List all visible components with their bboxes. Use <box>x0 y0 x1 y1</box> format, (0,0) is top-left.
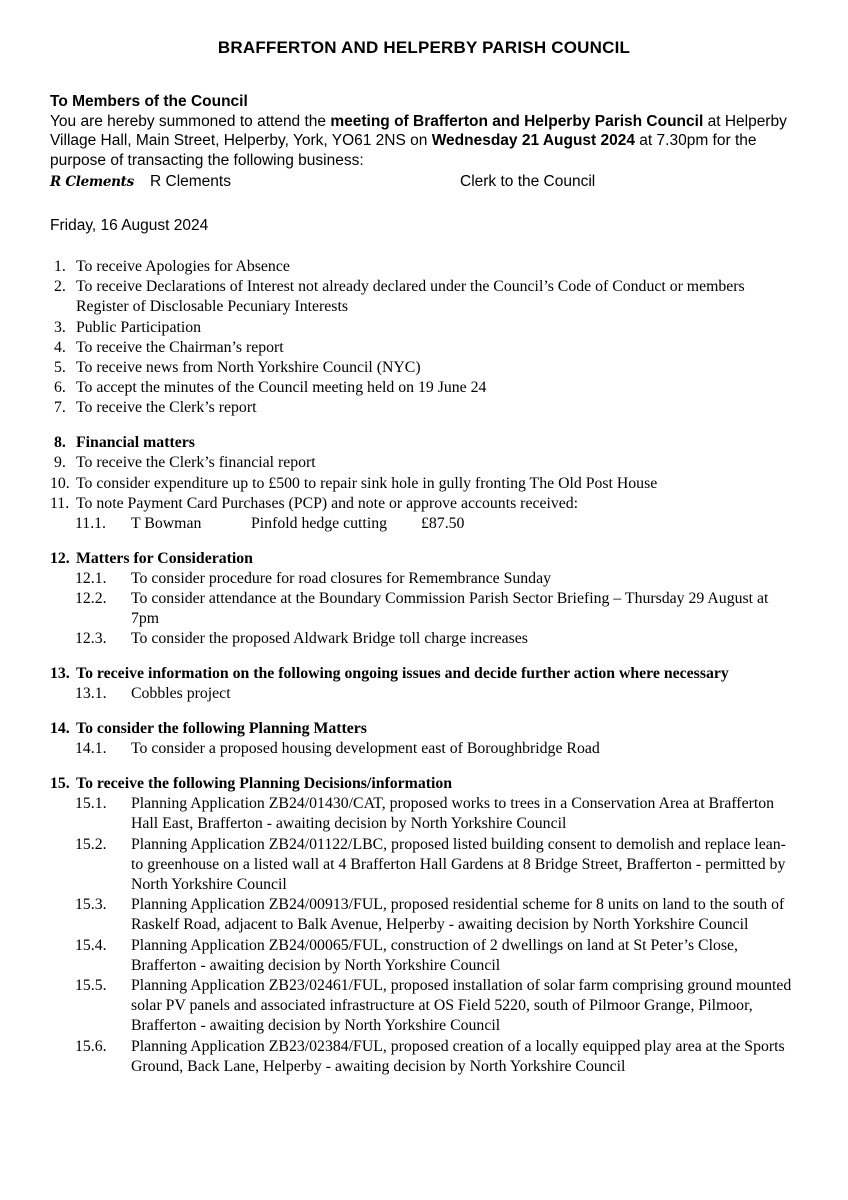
signature-block <box>50 173 798 191</box>
agenda-item-9-number: 9. <box>54 454 66 472</box>
agenda-item-6-number: 6. <box>54 379 66 397</box>
agenda-item-14-1 <box>50 739 798 759</box>
agenda-item-12 <box>50 549 798 569</box>
agenda-item-12-3-text: To consider the proposed Aldwark Bridge toll charge increases <box>131 630 528 648</box>
intro-paragraph <box>50 112 798 171</box>
intro-line1-c: at <box>703 112 721 130</box>
agenda-item-12-1-number: 12.1. <box>75 569 107 587</box>
agenda-item-12-2 <box>50 589 798 629</box>
agenda-item-15-6 <box>50 1037 798 1077</box>
agenda-item-12-text: Matters for Consideration <box>76 549 253 567</box>
agenda-item-1-text: To receive Apologies for Absence <box>76 258 290 275</box>
agenda-item-15 <box>50 774 798 794</box>
agenda-item-13-number: 13. <box>50 665 70 683</box>
agenda-item-15-number: 15. <box>50 774 70 792</box>
agenda-item-12-3-number: 12.3. <box>75 630 107 648</box>
agenda-item-15-2 <box>50 835 798 896</box>
intro-meeting-date: Wednesday 21 August 2024 <box>431 132 635 149</box>
agenda-item-14-number: 14. <box>50 720 70 738</box>
agenda-item-3 <box>50 318 798 338</box>
agenda-item-13 <box>50 664 798 684</box>
agenda-item-5-number: 5. <box>54 359 66 377</box>
agenda-item-15-3-text: Planning Application ZB24/00913/FUL, proposed residential scheme for 8 units on land to the south of Raskelf Road, adjacent to Balk Avenue, Helperby - awaiting decision by North Yorkshire Council <box>131 896 785 934</box>
agenda-item-10-text: To consider expenditure up to £500 to repair sink hole in gully fronting The Old Post House <box>76 474 658 492</box>
payment-amount: £87.50 <box>421 514 465 532</box>
agenda-item-6 <box>50 378 798 398</box>
agenda-item-13-text: To receive information on the following ongoing issues and decide further action where necessary <box>76 665 729 683</box>
payment-description: Pinfold hedge cutting <box>251 514 388 532</box>
intro-line2-a: Helperby Village Hall, Main Street, Helperby, York, YO61 2NS on <box>50 112 787 149</box>
agenda-item-15-2-number: 15.2. <box>75 835 107 853</box>
agenda-item-10 <box>50 474 798 494</box>
agenda-item-3-text: Public Participation <box>76 318 202 336</box>
agenda-item-5 <box>50 358 798 378</box>
agenda-item-15-1-number: 15.1. <box>75 795 107 813</box>
agenda-item-14-1-number: 14.1. <box>75 740 107 758</box>
agenda-item-14 <box>50 719 798 739</box>
agenda-item-11-1 <box>50 514 798 534</box>
signature-image: R Clements <box>50 174 134 190</box>
agenda-item-12-2-text: To consider attendance at the Boundary Commission Parish Sector Briefing – Thursday 29 August at 7pm <box>131 590 769 628</box>
agenda-item-15-5 <box>50 976 798 1037</box>
agenda-item-6-text: To accept the minutes of the Council meeting held on 19 June 24 <box>76 379 487 397</box>
intro-line3: 7.30pm for the purpose of transacting the following business: <box>50 132 757 169</box>
agenda-item-4 <box>50 338 798 358</box>
agenda-item-1 <box>50 257 798 277</box>
agenda-item-12-1-text: To consider procedure for road closures for Remembrance Sunday <box>131 569 551 587</box>
agenda-item-14-1-text: To consider a proposed housing development east of Boroughbridge Road <box>131 740 600 758</box>
agenda-item-4-text: To receive the Chairman’s report <box>76 338 284 356</box>
agenda-item-15-5-text: Planning Application ZB23/02461/FUL, proposed installation of solar farm comprising ground mounted solar PV panels and associated infrastructure at OS Field 5220, south of Pilmoor Grange, Pilmoor, Brafferton - awaiting decision by North Yorkshire Council <box>131 977 792 1035</box>
agenda-item-15-1-text: Planning Application ZB24/01430/CAT, proposed works to trees in a Conservation Area at Brafferton Hall East, Brafferton - awaiting decision by North Yorkshire Council <box>131 795 775 833</box>
agenda-item-15-4 <box>50 936 798 976</box>
agenda-item-11-text: To note Payment Card Purchases (PCP) and note or approve accounts received: <box>76 494 579 512</box>
agenda-item-3-number: 3. <box>54 318 66 336</box>
agenda-item-12-1 <box>50 569 798 589</box>
agenda-item-12-2-number: 12.2. <box>75 590 107 608</box>
agenda-item-15-4-text: Planning Application ZB24/00065/FUL, construction of 2 dwellings on land at St Peter’s Close, Brafferton - awaiting decision by North Yorkshire Council <box>131 936 738 974</box>
page-title: BRAFFERTON AND HELPERBY PARISH COUNCIL <box>217 38 631 57</box>
signature-role: Clerk to the Council <box>460 173 596 190</box>
agenda-item-7-number: 7. <box>54 399 66 417</box>
agenda-item-15-text: To receive the following Planning Decisions/information <box>76 774 453 792</box>
agenda-item-8-text: Financial matters <box>76 434 195 452</box>
signature-name: R Clements <box>150 173 231 190</box>
intro-line1-a: You are hereby summoned to attend the <box>50 112 331 130</box>
agenda-item-9-text: To receive the Clerk’s financial report <box>76 454 316 472</box>
agenda-item-15-6-text: Planning Application ZB23/02384/FUL, proposed creation of a locally equipped play area at the Sports Ground, Back Lane, Helperby - awaiting decision by North Yorkshire Council <box>131 1037 785 1075</box>
intro-meeting-name: meeting of Brafferton and Helperby Parish Council <box>330 112 704 130</box>
agenda-item-8-number: 8. <box>54 434 66 452</box>
agenda-item-1-number: 1. <box>54 258 66 275</box>
agenda-item-15-3 <box>50 895 798 935</box>
agenda-item-7-text: To receive the Clerk’s report <box>76 399 257 417</box>
agenda-item-15-4-number: 15.4. <box>75 936 107 954</box>
agenda-item-15-6-number: 15.6. <box>75 1037 107 1055</box>
agenda-item-14-text: To consider the following Planning Matters <box>76 720 367 738</box>
agenda-item-11 <box>50 494 798 514</box>
agenda-item-4-number: 4. <box>54 338 66 356</box>
agenda-item-12-3 <box>50 629 798 649</box>
agenda-item-7 <box>50 398 798 418</box>
agenda-item-11-number: 11. <box>50 494 70 512</box>
agenda-item-13-1-text: Cobbles project <box>131 685 231 703</box>
agenda-item-13-1 <box>50 684 798 704</box>
agenda-item-5-text: To receive news from North Yorkshire Council (NYC) <box>76 359 421 377</box>
payment-payee: T Bowman <box>131 514 202 532</box>
agenda-item-10-number: 10. <box>50 474 70 492</box>
intro-heading: To Members of the Council <box>50 93 248 110</box>
agenda-item-2-text: To receive Declarations of Interest not already declared under the Council’s Code of Conduct or members Register of Disclosable Pecuniary Interests <box>76 278 745 316</box>
payment-card-row <box>131 514 798 534</box>
agenda-item-15-2-text: Planning Application ZB24/01122/LBC, proposed listed building consent to demolish and replace lean-to greenhouse on a listed wall at 4 Brafferton Hall Gardens at 8 Bridge Street, Brafferton - permitted by North Yorkshire Council <box>131 835 786 893</box>
agenda-item-13-1-number: 13.1. <box>75 685 107 703</box>
document-date: Friday, 16 August 2024 <box>50 217 209 234</box>
agenda-item-2-number: 2. <box>54 278 66 296</box>
agenda-item-15-5-number: 15.5. <box>75 977 107 994</box>
agenda-item-8 <box>50 433 798 453</box>
agenda-item-12-number: 12. <box>50 549 70 567</box>
summons-intro <box>50 92 798 170</box>
agenda-item-2 <box>50 277 798 317</box>
agenda-item-15-3-number: 15.3. <box>75 896 107 914</box>
agenda-item-9 <box>50 453 798 473</box>
agenda-item-15-1 <box>50 794 798 834</box>
agenda-item-11-1-number: 11.1. <box>75 514 107 532</box>
agenda-list <box>50 257 798 1077</box>
intro-line2-c: at <box>635 132 653 149</box>
